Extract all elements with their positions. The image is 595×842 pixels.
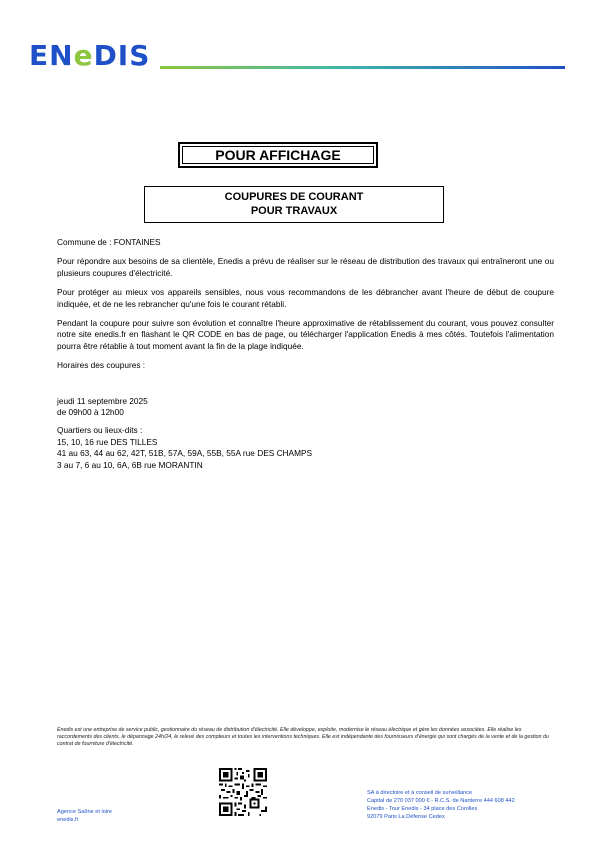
location-item: 15, 10, 16 rue DES TILLES <box>57 436 158 447</box>
paragraph-intro: Pour répondre aux besoins de sa clientèle, Enedis a prévu de réaliser sur le réseau de distribution des travaux qui entraîneront une ou plusieurs coupures d'électricité. <box>57 256 554 278</box>
notice-title-box <box>144 186 444 223</box>
location-item: 3 au 7, 6 au 10, 6A, 6B rue MORANTIN <box>57 459 203 470</box>
notice-body <box>57 237 554 478</box>
locations-block <box>57 425 554 471</box>
agency-info <box>57 808 112 824</box>
location-item: 41 au 63, 44 au 62, 42T, 51B, 57A, 59A, 55B, 55A rue DES CHAMPS <box>57 448 313 459</box>
legal-line: 92079 Paris La Défense Cedex <box>367 814 445 820</box>
notice-title-line2: POUR TRAVAUX <box>250 205 338 217</box>
schedule-label: Horaires des coupures : <box>57 360 146 371</box>
outage-time-range: de 09h00 à 12h00 <box>57 407 124 418</box>
outage-date: jeudi 11 septembre 2025 <box>57 395 148 406</box>
footer-disclaimer: Enedis est une entreprise de service public, gestionnaire du réseau de distribution d'électricité. Elle développe, exploite, modernise le réseau électrique et gère les données associées. Elle réalise les raccordements des clients, le dépannage 24h/24, le relevé des compteurs et toutes les interventions techniques. Elle est indépendante des fournisseurs d'énergie qui sont chargés de la vente et de la gestion du contrat de fourniture d'électricité. <box>57 727 549 748</box>
qr-code-icon[interactable] <box>219 768 267 816</box>
legal-line: SA à directoire et à conseil de surveillance <box>367 790 473 796</box>
legal-line: Capital de 270 037 000 € - R.C.S. de Nanterre 444 608 442 <box>367 798 515 804</box>
legal-line: Enedis - Tour Enedis - 34 place des Corolles <box>367 806 478 812</box>
commune-line: Commune de : FONTAINES <box>57 237 161 247</box>
display-notice-label: POUR AFFICHAGE <box>182 146 374 164</box>
locations-label: Quartiers ou lieux-dits : <box>57 425 143 436</box>
display-notice-box <box>178 142 378 168</box>
header-gradient-line <box>160 66 565 69</box>
enedis-logo <box>29 41 155 71</box>
legal-info <box>367 789 515 821</box>
agency-site-link[interactable]: enedis.fr <box>57 817 79 823</box>
paragraph-protect: Pour protéger au mieux vos appareils sensibles, nous vous recommandons de les débrancher avant l'heure de début de coupure indiquée, et de ne les rebrancher qu'une fois le courant rétabli. <box>57 287 554 309</box>
schedule-block <box>57 396 554 419</box>
paragraph-tracking: Pendant la coupure pour suivre son évolution et connaître l'heure approximative de rétablissement du courant, vous pouvez consulter notre site enedis.fr en flashant le QR CODE en bas de page, ou télécharger l'application Enedis à mes côtés. Toutefois l'alimentation pourra être rétablie à tout moment avant la fin de la plage indiquée. <box>57 318 554 351</box>
notice-title-line1: COUPURES DE COURANT <box>224 191 364 203</box>
logo-wordmark: ENeDIS <box>29 39 151 72</box>
agency-name: Agence Saône et loire <box>57 809 113 815</box>
